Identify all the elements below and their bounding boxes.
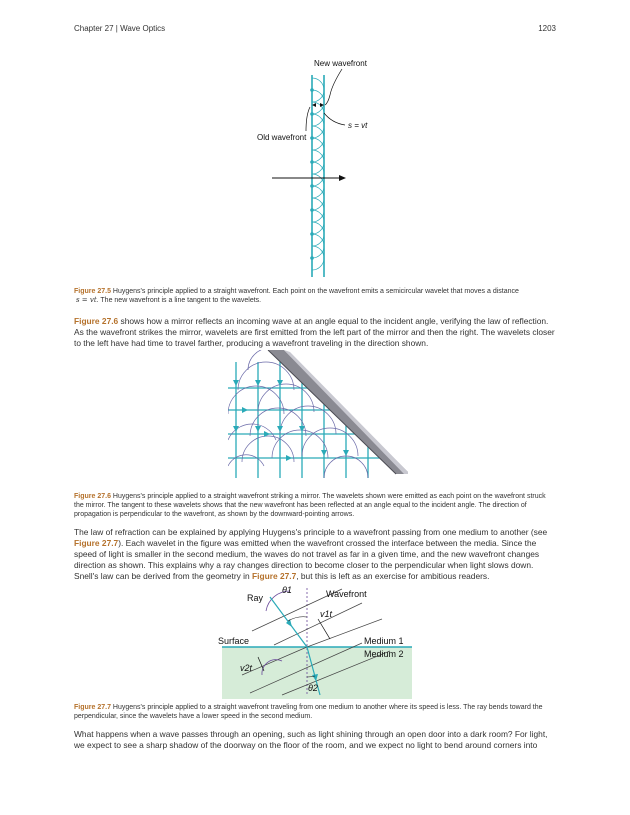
old-wavefront-label: Old wavefront bbox=[257, 133, 307, 142]
old-wavefront-leader bbox=[306, 107, 310, 131]
figure-27-7-link[interactable]: Figure 27.7 bbox=[74, 538, 119, 548]
ray-label: Ray bbox=[247, 593, 264, 603]
figure-27-5-caption: Figure 27.5 Huygens's principle applied to a straight wavefront. Each point on the wavefront emits a semicircular wavelet that moves a distance s = vt. The new wavefront is a line tangent to the wavelets. bbox=[74, 288, 519, 304]
new-wavefront-label: New wavefront bbox=[314, 59, 367, 68]
paragraph-reflection: Figure 27.6 shows how a mirror reflects an incoming wave at an angle equal to the incident angle, verifying the law of reflection. As the wavefront strikes the mirror, wavelets are first emitted from the left part of the mirror and then the right. The wavelets closer to the left have had time to travel farther, producing a wavefront traveling in the direction shown. bbox=[74, 316, 555, 348]
page-number: 1203 bbox=[538, 24, 556, 33]
wavelet-arcs bbox=[312, 78, 324, 270]
theta1-label: θ1 bbox=[282, 585, 292, 595]
direction-arrows bbox=[233, 380, 349, 461]
v2t-label: v2t bbox=[240, 663, 253, 673]
distance-leader bbox=[324, 113, 345, 125]
new-wavefront-leader bbox=[325, 69, 342, 105]
theta1-arc bbox=[288, 617, 307, 621]
chapter-title: Chapter 27 | Wave Optics bbox=[74, 24, 166, 33]
figure-27-7-link-2[interactable]: Figure 27.7 bbox=[252, 571, 297, 581]
distance-equation: s = vt bbox=[348, 121, 368, 130]
paragraph-diffraction-intro: What happens when a wave passes through an opening, such as light shining through an open door into a dark room? For light, we expect to see a sharp shadow of the doorway on the floor of the room, and we expect no light to bend around corners into bbox=[74, 729, 548, 750]
surface-label: Surface bbox=[218, 636, 250, 646]
medium-1-label: Medium 1 bbox=[364, 636, 404, 646]
figure-27-6-caption: Figure 27.6 Huygens's principle applied to a straight wavefront striking a mirror. The wavelets shown were emitted as each point on the wavefront struck the mirror. The tangent to these wavelets shows that the new wavefront has been reflected at an angle equal to the incident angle. The direction of propagation is perpendicular to the wavefront, as shown by the downward-pointing arrows. bbox=[74, 493, 546, 518]
figure-27-7-caption: Figure 27.7 Huygens's principle applied to a straight wavefront traveling from one medium to another where its speed is less. The ray bends toward the perpendicular, since the wavelets have a lower speed in the second medium. bbox=[74, 704, 543, 720]
figure-27-6 bbox=[228, 350, 408, 485]
propagation-arrow bbox=[272, 175, 346, 181]
v1t-arrow bbox=[318, 619, 330, 639]
medium-2-label: Medium 2 bbox=[364, 649, 404, 659]
v1t-label: v1t bbox=[320, 609, 333, 619]
figure-27-6-link[interactable]: Figure 27.6 bbox=[74, 316, 119, 326]
theta2-label: θ2 bbox=[308, 683, 318, 693]
figure-27-5 bbox=[250, 55, 380, 285]
figure-27-7 bbox=[212, 583, 417, 701]
wavefront-label: Wavefront bbox=[326, 589, 367, 599]
paragraph-refraction: The law of refraction can be explained by applying Huygens's principle to a wavefront passing from one medium to another (see Figure 27.7). Each wavelet in the figure was emitted when the wavefront crossed the interface between the media. Since the speed of light is smaller in the second medium, the waves do not travel as far in a given time, and the new wavefront changes direction as shown. This explains why a ray changes direction to become closer to the perpendicular when light slows down. Snell's law can be derived from the geometry in Figure 27.7, but this is left as an exercise for ambitious readers. bbox=[74, 527, 548, 581]
incident-ray bbox=[270, 597, 307, 647]
